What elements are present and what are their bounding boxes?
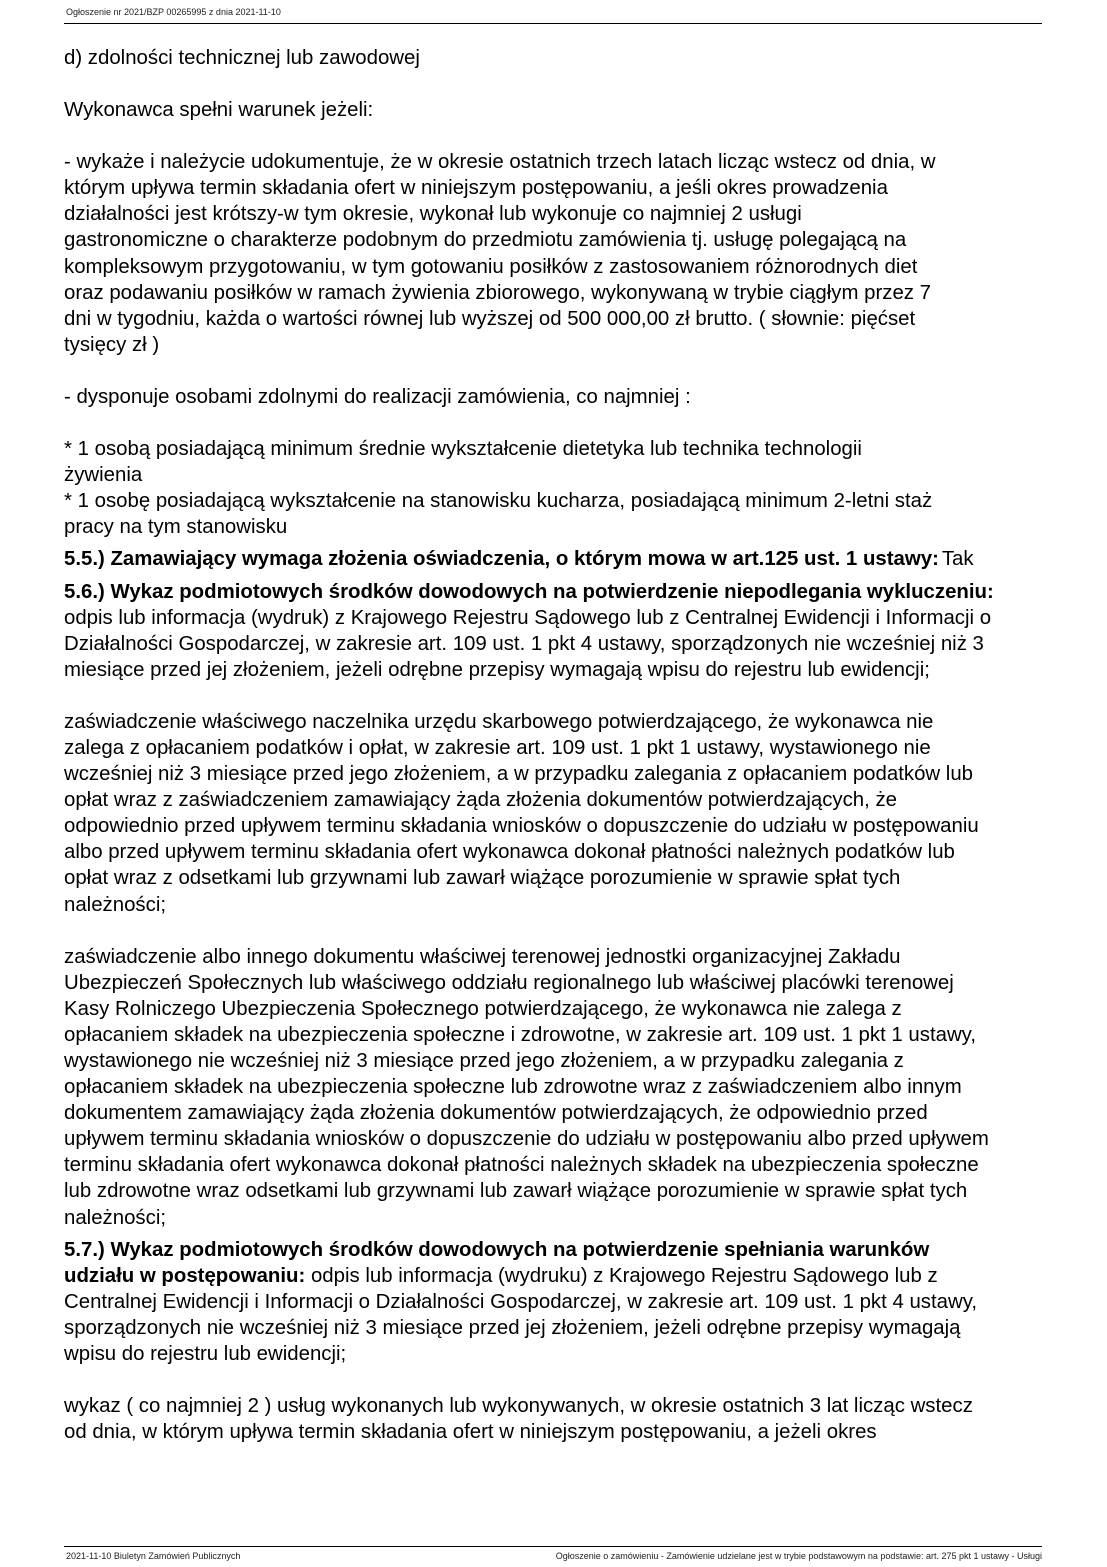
text-line: należności; (64, 893, 167, 916)
text-line: opłat wraz z odsetkami lub grzywnami lub zawarł wiążące porozumienie w sprawie spłat tych (64, 867, 901, 890)
text-line: którym upływa termin składania ofert w niniejszym postępowaniu, a jeśli okres prowadzenia (64, 177, 888, 200)
text-line: odpowiednio przed upływem terminu składania wniosków o dopuszczenie do udziału w postępowaniu (64, 815, 979, 838)
text-line: Centralnej Ewidencji i Informacji o Działalności Gospodarczej, w zakresie art. 109 ust. 1 pkt 4 ustawy, (64, 1290, 978, 1313)
text-line: dni w tygodniu, każda o wartości równej lub wyższej od 500 000,00 zł brutto. ( słownie: pięćset (64, 307, 916, 330)
section-5-7 (64, 1237, 1044, 1367)
condition-2: - dysponuje osobami zdolnymi do realizacji zamówienia, co najmniej : (64, 385, 691, 408)
text-line: lub zdrowotne wraz odsetkami lub grzywnami lub zawarł wiążące porozumienie w sprawie spłat tych (64, 1180, 968, 1203)
section-5-7-paragraph-2 (64, 1393, 1044, 1445)
section-5-6-label: 5.6.) Wykaz podmiotowych środków dowodowych na potwierdzenie niepodlegania wykluczeniu: (64, 580, 994, 603)
text-line: odpis lub informacja (wydruku) z Krajowego Rejestru Sądowego lub z (310, 1264, 938, 1287)
text-line: wykaz ( co najmniej 2 ) usług wykonanych lub wykonywanych, w okresie ostatnich 3 lat licząc wstecz (64, 1395, 973, 1418)
section-5-6-paragraph-3 (64, 944, 1044, 1231)
list-item: pracy na tym stanowisku (64, 516, 288, 539)
section-5-6-paragraph-2 (64, 709, 1044, 918)
text-line: sporządzonych nie wcześniej niż 3 miesiące przed jej złożeniem, jeżeli odrębne przepisy wymagają (64, 1316, 961, 1339)
text-line: miesiące przed jej złożeniem, jeżeli odrębne przepisy wymagają wpisu do rejestru lub ewidencji; (64, 658, 930, 681)
text-line: odpis lub informacja (wydruk) z Krajowego Rejestru Sądowego lub z Centralnej Ewidencji i Informacji o (64, 606, 992, 629)
intro-text: Wykonawca spełni warunek jeżeli: (64, 99, 374, 122)
text-line: wpisu do rejestru lub ewidencji; (64, 1343, 347, 1366)
document-body (64, 45, 1044, 1445)
text-line: zaświadczenie albo innego dokumentu właściwej terenowej jednostki organizacyjnej Zakładu (64, 945, 901, 968)
document-header: Ogłoszenie nr 2021/BZP 00265995 z dnia 2021-11-10 (66, 7, 281, 17)
section-5-7-label-cont: udziału w postępowaniu: (64, 1264, 306, 1287)
text-line: wystawionego nie wcześniej niż 3 miesiące przed jego złożeniem, a w przypadku zalegania z (64, 1050, 904, 1072)
text-line: od dnia, w którym upływa termin składania ofert w niniejszym postępowaniu, a jeżeli okres (64, 1421, 877, 1444)
list-item: * 1 osobą posiadającą minimum średnie wykształcenie dietetyka lub technika technologii (64, 438, 862, 461)
text-line: tysięcy zł ) (64, 333, 160, 356)
subheading: d) zdolności technicznej lub zawodowej (64, 47, 420, 69)
text-line: Ubezpieczeń Społecznych lub właściwego oddziału regionalnego lub właściwej placówki terenowej (64, 971, 954, 994)
text-line: opłacaniem składek na ubezpieczenia społeczne i zdrowotne, w zakresie art. 109 ust. 1 pkt 1 ustawy, (64, 1023, 977, 1046)
text-line: działalności jest krótszy-w tym okresie, wykonał lub wykonuje co najmniej 2 usługi (64, 203, 802, 226)
text-line: należności; (64, 1206, 167, 1229)
text-line: upływem terminu składania wniosków o dopuszczenie do udziału w postępowaniu albo przed upływem (64, 1128, 989, 1151)
text-line: dokumentem zamawiający żąda złożenia dokumentów potwierdzających, że odpowiednio przed (64, 1102, 928, 1125)
condition-1 (64, 149, 1044, 358)
section-5-5 (64, 546, 1044, 572)
footer-rule (64, 1546, 1042, 1547)
text-line: wcześniej niż 3 miesiące przed jego złożeniem, a w przypadku zalegania z opłacaniem podatków lub (64, 763, 974, 786)
list-item: * 1 osobę posiadającą wykształcenie na stanowisku kucharza, posiadającą minimum 2-letni staż (64, 490, 933, 513)
text-line: albo przed upływem terminu składania ofert wykonawca dokonał płatności należnych podatków lub (64, 841, 955, 864)
header-rule (64, 23, 1042, 24)
text-line: zalega z opłacaniem podatków i opłat, w zakresie art. 109 ust. 1 pkt 1 ustawy, wystawionego nie (64, 736, 931, 759)
text-line: terminu składania ofert wykonawca dokonał płatności należnych składek na ubezpieczenia społeczne (64, 1154, 979, 1177)
persons-list (64, 436, 1044, 540)
text-line: oraz podawaniu posiłków w ramach żywienia zbiorowego, wykonywaną w trybie ciągłym przez 7 (64, 281, 931, 304)
footer-right: Ogłoszenie o zamówieniu - Zamówienie udzielane jest w trybie podstawowym na podstawie: art. 275 pkt 1 ustawy - Usługi (555, 1551, 1042, 1561)
text-line: opłacaniem składek na ubezpieczenia społeczne lub zdrowotne wraz z zaświadczeniem albo innym (64, 1076, 962, 1099)
text-line: Działalności Gospodarczej, w zakresie art. 109 ust. 1 pkt 4 ustawy, sporządzonych nie wcześniej niż 3 (64, 632, 984, 655)
list-item: żywienia (64, 464, 143, 487)
text-line: zaświadczenie właściwego naczelnika urzędu skarbowego potwierdzającego, że wykonawca nie (64, 710, 934, 733)
text-line: opłat wraz z zaświadczeniem zamawiający żąda złożenia dokumentów potwierdzających, że (64, 789, 898, 812)
section-5-5-value: Tak (941, 548, 974, 571)
text-line: Kasy Rolniczego Ubezpieczenia Społecznego potwierdzającego, że wykonawca nie zalega z (64, 997, 902, 1020)
text-line: kompleksowym przygotowaniu, w tym gotowaniu posiłków z zastosowaniem różnorodnych diet (64, 255, 918, 278)
section-5-6 (64, 579, 1044, 683)
text-line: gastronomiczne o charakterze podobnym do przedmiotu zamówienia tj. usługę polegającą na (64, 229, 907, 252)
footer-left: 2021-11-10 Biuletyn Zamówień Publicznych (66, 1551, 241, 1561)
text-line: - wykaże i należycie udokumentuje, że w okresie ostatnich trzech latach licząc wstecz od dnia, w (64, 151, 936, 174)
section-5-5-label: 5.5.) Zamawiający wymaga złożenia oświadczenia, o którym mowa w art.125 ust. 1 ustawy: (64, 548, 939, 571)
section-5-7-label: 5.7.) Wykaz podmiotowych środków dowodowych na potwierdzenie spełniania warunków (64, 1238, 930, 1261)
